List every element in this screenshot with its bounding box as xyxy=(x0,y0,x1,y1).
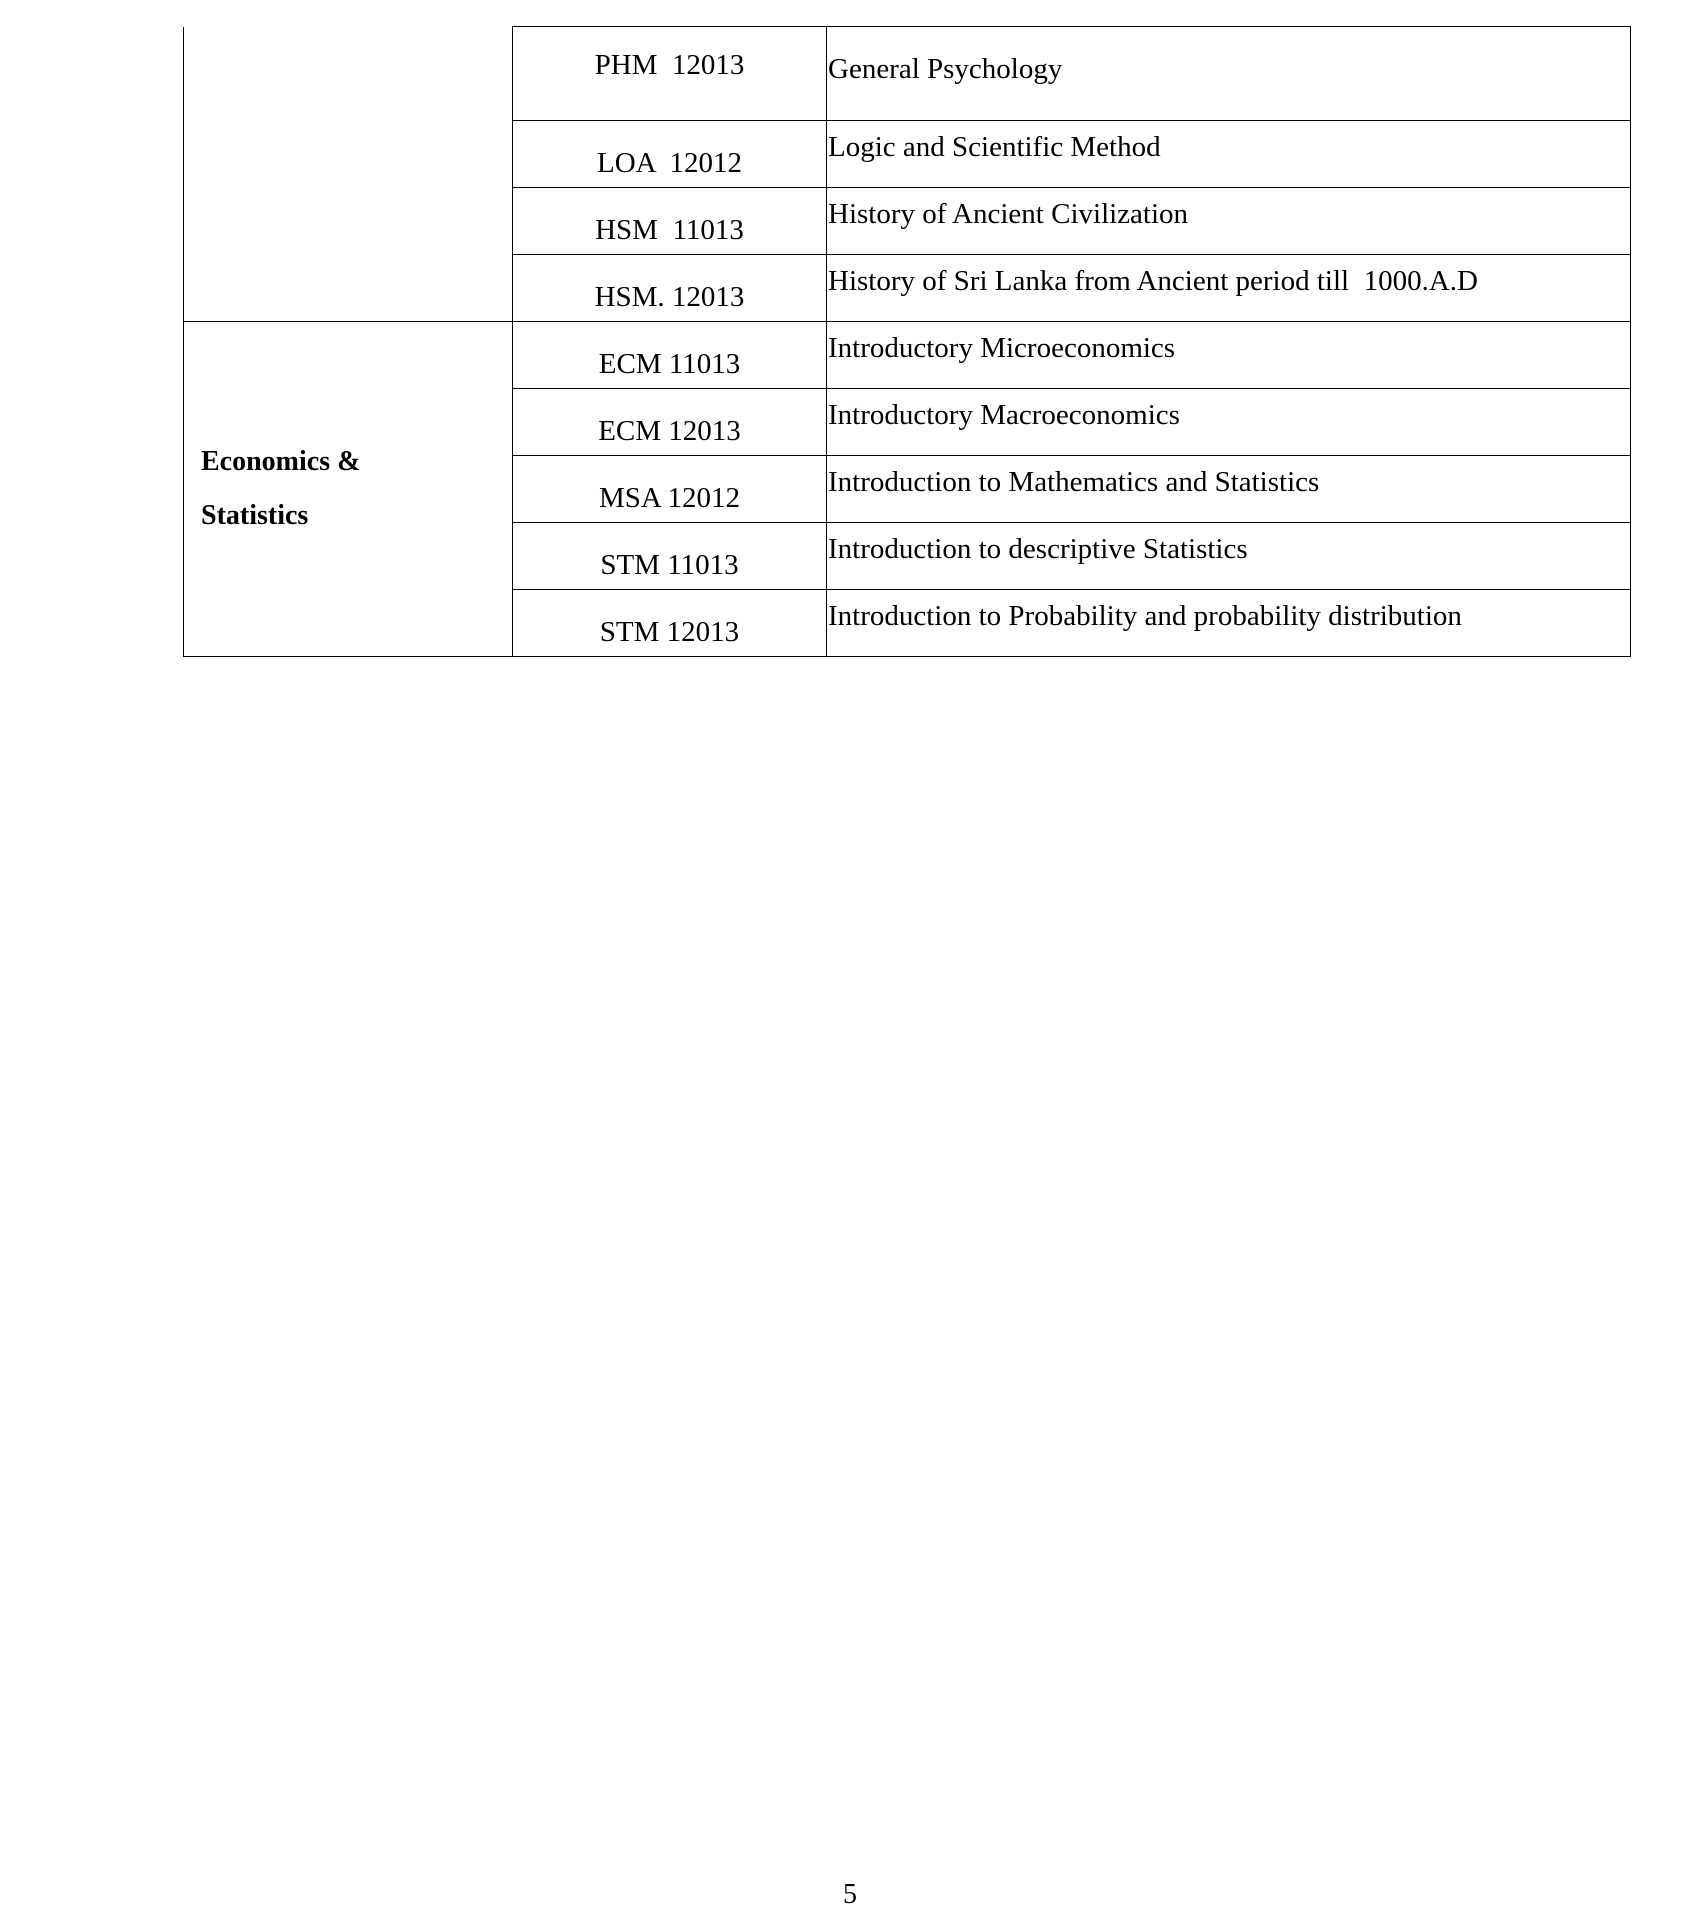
course-code: LOA 12012 xyxy=(513,121,827,188)
course-title: General Psychology xyxy=(827,27,1631,121)
course-code: ECM 12013 xyxy=(513,389,827,456)
page-number: 5 xyxy=(843,1879,857,1910)
course-table xyxy=(183,26,1631,657)
table-row xyxy=(184,27,1631,121)
course-title: Introduction to descriptive Statistics xyxy=(827,523,1631,590)
course-code: PHM 12013 xyxy=(513,27,827,121)
course-title: Introduction to Probability and probability distribution xyxy=(827,590,1631,657)
course-code: HSM 11013 xyxy=(513,188,827,255)
group-cell-continued xyxy=(184,27,513,322)
course-title: Logic and Scientific Method xyxy=(827,121,1631,188)
course-code: STM 11013 xyxy=(513,523,827,590)
course-code: ECM 11013 xyxy=(513,322,827,389)
course-title: Introductory Macroeconomics xyxy=(827,389,1631,456)
group-label-line: Statistics xyxy=(201,500,309,531)
group-label-line: Economics & xyxy=(201,446,361,477)
group-label-economics-statistics xyxy=(184,322,513,657)
table-row xyxy=(184,322,1631,389)
course-code: HSM. 12013 xyxy=(513,255,827,322)
course-code: STM 12013 xyxy=(513,590,827,657)
course-title: History of Sri Lanka from Ancient period till 1000.A.D xyxy=(827,255,1631,322)
course-title: History of Ancient Civilization xyxy=(827,188,1631,255)
course-title: Introduction to Mathematics and Statistics xyxy=(827,456,1631,523)
course-title: Introductory Microeconomics xyxy=(827,322,1631,389)
course-code: MSA 12012 xyxy=(513,456,827,523)
